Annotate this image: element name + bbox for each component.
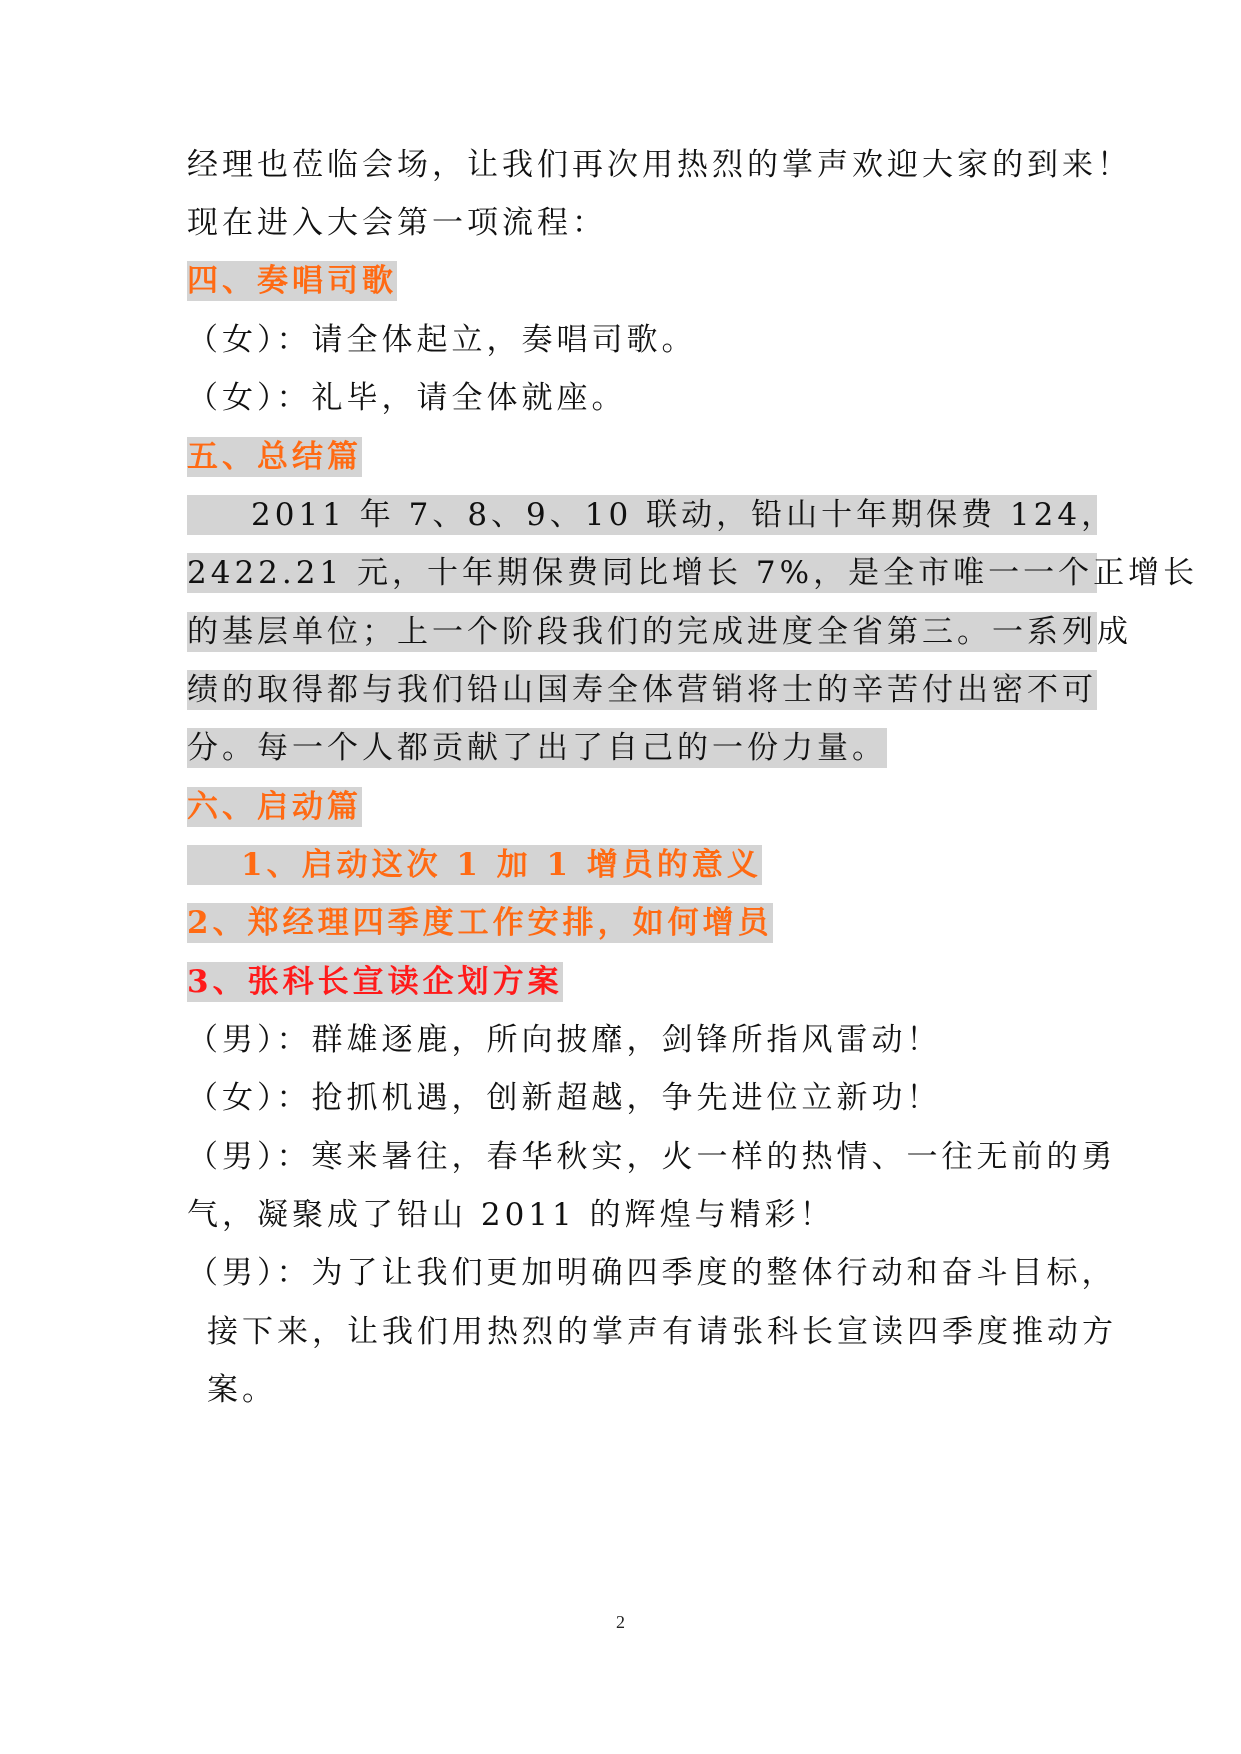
dialogue-line: （男）：为了让我们更加明确四季度的整体行动和奋斗目标， [187,1255,1117,1291]
dialogue-line: （男）：寒来暑往，春华秋实，火一样的热情、一往无前的勇 [187,1139,1117,1175]
text-line: 经理也莅临会场，让我们再次用热烈的掌声欢迎大家的到来！ [187,147,1132,183]
summary-paragraph-line: 分。每一个人都贡献了出了自己的一份力量。 [187,730,887,766]
section-heading-4: 四、奏唱司歌 [187,263,397,299]
section-heading-6: 六、启动篇 [187,789,362,825]
summary-paragraph-line: 绩的取得都与我们铅山国寿全体营销将士的辛苦付出密不可 [187,672,1097,708]
dialogue-line: 气，凝聚成了铅山 2011 的辉煌与精彩！ [187,1197,835,1233]
dialogue-line: 案。 [207,1372,277,1408]
summary-paragraph-line: 的基层单位；上一个阶段我们的完成进度全省第三。一系列成 [187,614,1132,650]
dialogue-line: （男）：群雄逐鹿，所向披靡，剑锋所指风雷动！ [187,1022,942,1058]
dialogue-line: （女）：请全体起立，奏唱司歌。 [187,322,697,358]
dialogue-line: 接下来，让我们用热烈的掌声有请张科长宣读四季度推动方 [207,1314,1117,1350]
section-heading-5: 五、总结篇 [187,439,362,475]
sub-item-2: 2、郑经理四季度工作安排，如何增员 [187,905,773,941]
page-number: 2 [616,1612,625,1632]
summary-paragraph-line: 2422.21 元，十年期保费同比增长 7%，是全市唯一一个正增长 [187,555,1199,591]
summary-paragraph-line: 2011 年 7、8、9、10 联动，铅山十年期保费 124， [187,495,1097,535]
dialogue-line: （女）：礼毕，请全体就座。 [187,380,627,416]
text-line: 现在进入大会第一项流程： [187,205,607,241]
dialogue-line: （女）：抢抓机遇，创新超越，争先进位立新功！ [187,1080,942,1116]
sub-item-3: 3、张科长宣读企划方案 [187,964,563,1000]
sub-item-1: 1、启动这次 1 加 1 增员的意义 [187,845,762,885]
